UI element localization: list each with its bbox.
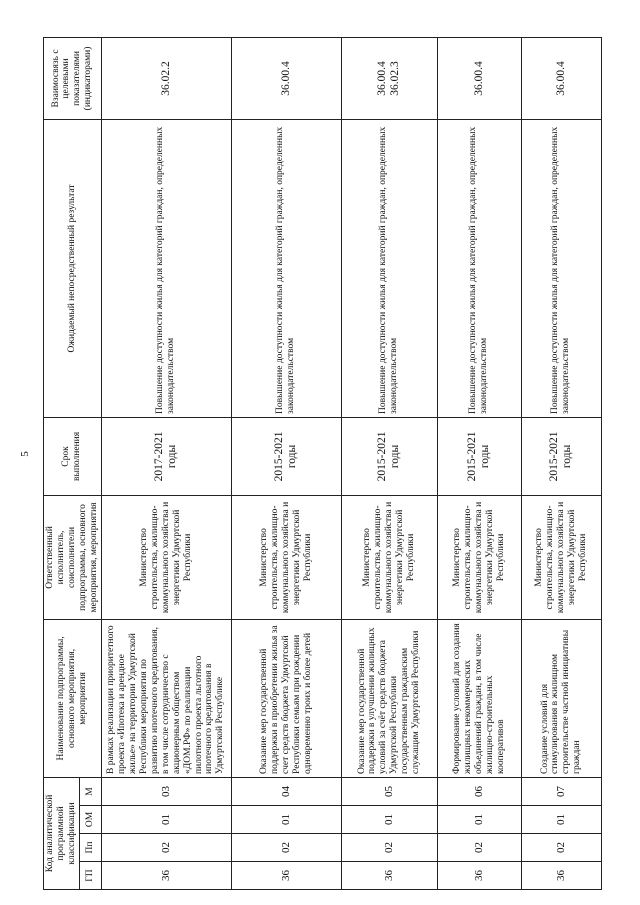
cell-result: Повышение доступности жилья для категорий граждан, определенных законодательством	[437, 119, 521, 417]
rotated-table-container	[43, 38, 602, 890]
cell-name: Формирование условий для создания жилищных некоммерческих объединений граждан, в том числе жилищно-строительных кооперативов	[437, 619, 521, 777]
header-result: Ожидаемый непосредственный результат	[44, 119, 102, 417]
cell-term: 2015-2021 годы	[341, 417, 437, 495]
header-code-om: ОМ	[79, 806, 101, 834]
table-row	[231, 37, 341, 889]
header-code-gp: ГП	[79, 862, 101, 890]
cell-responsible: Министерство строительства, жилищно-коммунального хозяйства и энергетики Удмуртской Республики	[101, 495, 231, 619]
cell-m: 03	[101, 777, 231, 805]
cell-responsible: Министерство строительства, жилищно-коммунального хозяйства и энергетики Удмуртской Республики	[231, 495, 341, 619]
cell-gp: 36	[437, 862, 521, 890]
cell-pp: 02	[101, 834, 231, 862]
cell-name: Оказание мер государственной поддержки в улучшении жилищных условий за счёт средств бюджета Удмуртской Республики государственным гражданским служащим Удмуртской Республики	[341, 619, 437, 777]
page-number: 5	[18, 451, 31, 457]
cell-om: 01	[231, 806, 341, 834]
cell-name: В рамках реализации приоритетного проекта «Ипотека и арендное жилье» на территории Удмуртской Республики мероприятия по развитию ипотечного кредитования, в том числе сотрудничество с акционерным обществом «ДОМ.РФ» по реализации пилотного проекта льготного ипотечного кредитования в Удмуртской Республике	[101, 619, 231, 777]
table-row	[437, 37, 521, 889]
cell-result: Повышение доступности жилья для категорий граждан, определенных законодательством	[101, 119, 231, 417]
cell-link: 36.00.4 36.02.3	[341, 37, 437, 119]
cell-term: 2017-2021 годы	[101, 417, 231, 495]
cell-m: 06	[437, 777, 521, 805]
cell-gp: 36	[101, 862, 231, 890]
cell-pp: 02	[341, 834, 437, 862]
table-row	[341, 37, 437, 889]
cell-responsible: Министерство строительства, жилищно-коммунального хозяйства и энергетики Удмуртской Республики	[341, 495, 437, 619]
cell-responsible: Министерство строительства, жилищно-коммунального хозяйства и энергетики Удмуртской Республики	[521, 495, 601, 619]
table-row	[521, 37, 601, 889]
header-responsible: Ответственный исполнитель, соисполнители подпрограммы, основного мероприятия, мероприятия	[44, 495, 102, 619]
cell-om: 01	[101, 806, 231, 834]
header-code-group: Код аналитической программной классификации	[44, 777, 80, 889]
cell-pp: 02	[437, 834, 521, 862]
cell-link: 36.02.2	[101, 37, 231, 119]
cell-pp: 02	[521, 834, 601, 862]
program-table	[43, 37, 602, 890]
table-row	[101, 37, 231, 889]
cell-gp: 36	[521, 862, 601, 890]
header-term: Срок выполнения	[44, 417, 102, 495]
cell-om: 01	[341, 806, 437, 834]
cell-name: Создание условий для стимулирования в жилищном строительстве частной инициативы граждан	[521, 619, 601, 777]
cell-om: 01	[521, 806, 601, 834]
cell-term: 2015-2021 годы	[521, 417, 601, 495]
cell-responsible: Министерство строительства, жилищно-коммунального хозяйства и энергетики Удмуртской Республики	[437, 495, 521, 619]
cell-result: Повышение доступности жилья для категорий граждан, определенных законодательством	[341, 119, 437, 417]
cell-m: 04	[231, 777, 341, 805]
header-link: Взаимосвязь с целевыми показателями (индикаторами)	[44, 37, 102, 119]
cell-m: 05	[341, 777, 437, 805]
header-code-pp: Пп	[79, 834, 101, 862]
cell-pp: 02	[231, 834, 341, 862]
cell-m: 07	[521, 777, 601, 805]
cell-link: 36.00.4	[521, 37, 601, 119]
cell-gp: 36	[231, 862, 341, 890]
header-code-m: М	[79, 777, 101, 805]
cell-link: 36.00.4	[231, 37, 341, 119]
header-name: Наименование подпрограммы, основного мероприятия, мероприятия	[44, 619, 102, 777]
cell-result: Повышение доступности жилья для категорий граждан, определенных законодательством	[231, 119, 341, 417]
cell-name: Оказание мер государственной поддержки в приобретении жилья за счет средств бюджета Удмуртской Республики семьям при рождении одновременно троих и более детей	[231, 619, 341, 777]
cell-term: 2015-2021 годы	[437, 417, 521, 495]
cell-term: 2015-2021 годы	[231, 417, 341, 495]
cell-om: 01	[437, 806, 521, 834]
cell-gp: 36	[341, 862, 437, 890]
cell-result: Повышение доступности жилья для категорий граждан, определенных законодательством	[521, 119, 601, 417]
cell-link: 36.00.4	[437, 37, 521, 119]
